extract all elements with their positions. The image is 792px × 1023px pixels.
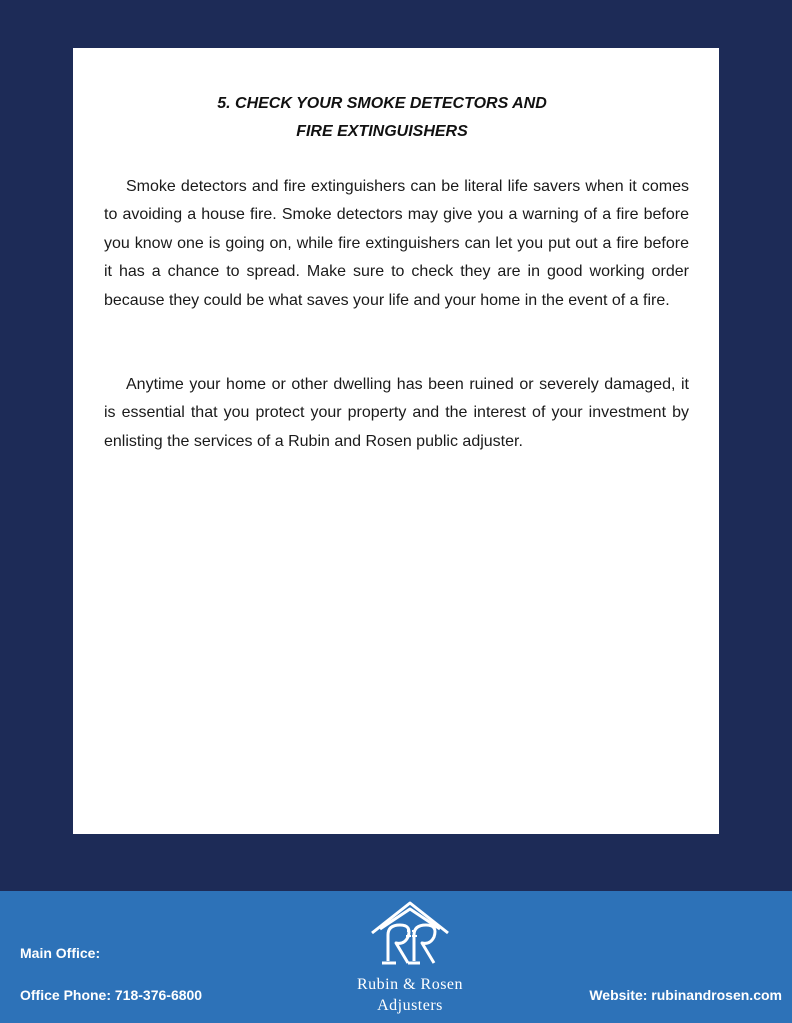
company-logo bbox=[340, 899, 480, 1023]
website-link[interactable]: Website: rubinandrosen.com bbox=[589, 987, 782, 1003]
document-page bbox=[73, 48, 719, 834]
body-paragraph: Smoke detectors and fire extinguishers can be literal life savers when it comes to avoiding a house fire. Smoke detectors may give you a warning of a fire before you know one is going on, while fire extinguishers can let you put out a fire before it has a chance to spread. Make sure to check they are in good working order because they could be what saves your life and your home in the event of a fire. bbox=[104, 178, 689, 309]
section-heading bbox=[73, 90, 719, 146]
heading-line-1: 5. CHECK YOUR SMOKE DETECTORS AND bbox=[217, 95, 547, 112]
office-phone: Office Phone: 718-376-6800 bbox=[20, 987, 203, 1003]
body-paragraph: Anytime your home or other dwelling has been ruined or severely damaged, it is essential that you protect your property and the interest of your investment by enlisting the services of a Rubin and Rosen public adjuster. bbox=[104, 376, 689, 450]
main-office-label: Main Office: bbox=[20, 945, 101, 961]
brand-name: Rubin & Rosen bbox=[356, 976, 464, 993]
heading-line-2: FIRE EXTINGUISHERS bbox=[296, 123, 468, 140]
house-rr-monogram-icon bbox=[368, 899, 452, 971]
brand-subtitle: Adjusters bbox=[377, 997, 443, 1014]
footer-bar bbox=[0, 891, 792, 1023]
